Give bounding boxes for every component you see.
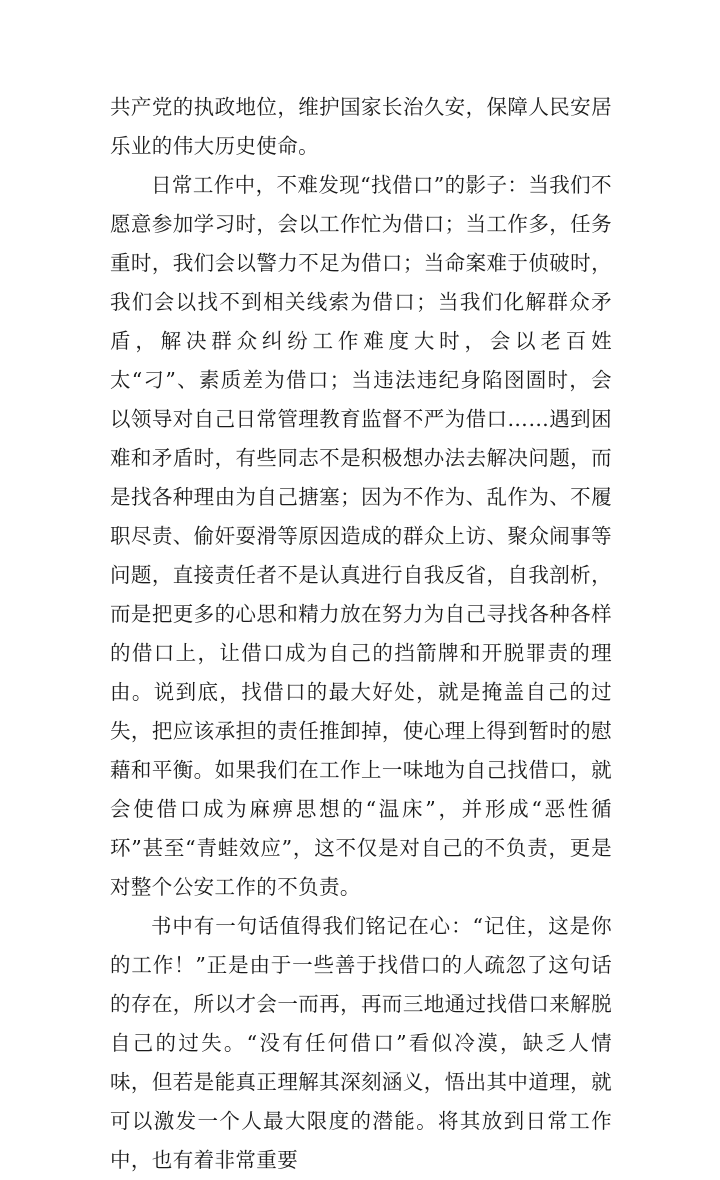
paragraph-1: 共产党的执政地位，维护国家长治久安，保障人民安居乐业的伟大历史使命。 [110,95,612,158]
paragraph-2: 日常工作中，不难发现“找借口”的影子：当我们不愿意参加学习时，会以工作忙为借口；当工作多，任务重时，我们会以警力不足为借口；当命案难于侦破时，我们会以找不到相关线索为借口；当我们化解群众矛盾，解决群众纠纷工作难度大时，会以老百姓太“刁”、素质差为借口；当违法违纪身陷囹圄时，会以领导对自己日常管理教育监督不严为借口……遇到困难和矛盾时，有些同志不是积极想办法去解决问题，而是找各种理由为自己搪塞；因为不作为、乱作为、不履职尽责、偷奸耍滑等原因造成的群众上访、聚众闹事等问题，直接责任者不是认真进行自我反省，自我剖析，而是把更多的心思和精力放在努力为自己寻找各种各样的借口上，让借口成为自己的挡箭牌和开脱罪责的理由。说到底，找借口的最大好处，就是掩盖自己的过失，把应该承担的责任推卸掉，使心理上得到暂时的慰藉和平衡。如果我们在工作上一味地为自己找借口，就会使借口成为麻痹思想的“温床”，并形成“恶性循环”甚至“青蛙效应”，这不仅是对自己的不负责，更是对整个公安工作的不负责。 [110,173,612,899]
document-page [110,88,612,1180]
paragraph-3: 书中有一句话值得我们铭记在心：“记住，这是你的工作！”正是由于一些善于找借口的人疏忽了这句话的存在，所以才会一而再，再而三地通过找借口来解脱自己的过失。“没有任何借口”看似冷漠，缺乏人情味，但若是能真正理解其深刻涵义，悟出其中道理，就可以激发一个人最大限度的潜能。将其放到日常工作中，也有着非常重要 [110,914,612,1172]
